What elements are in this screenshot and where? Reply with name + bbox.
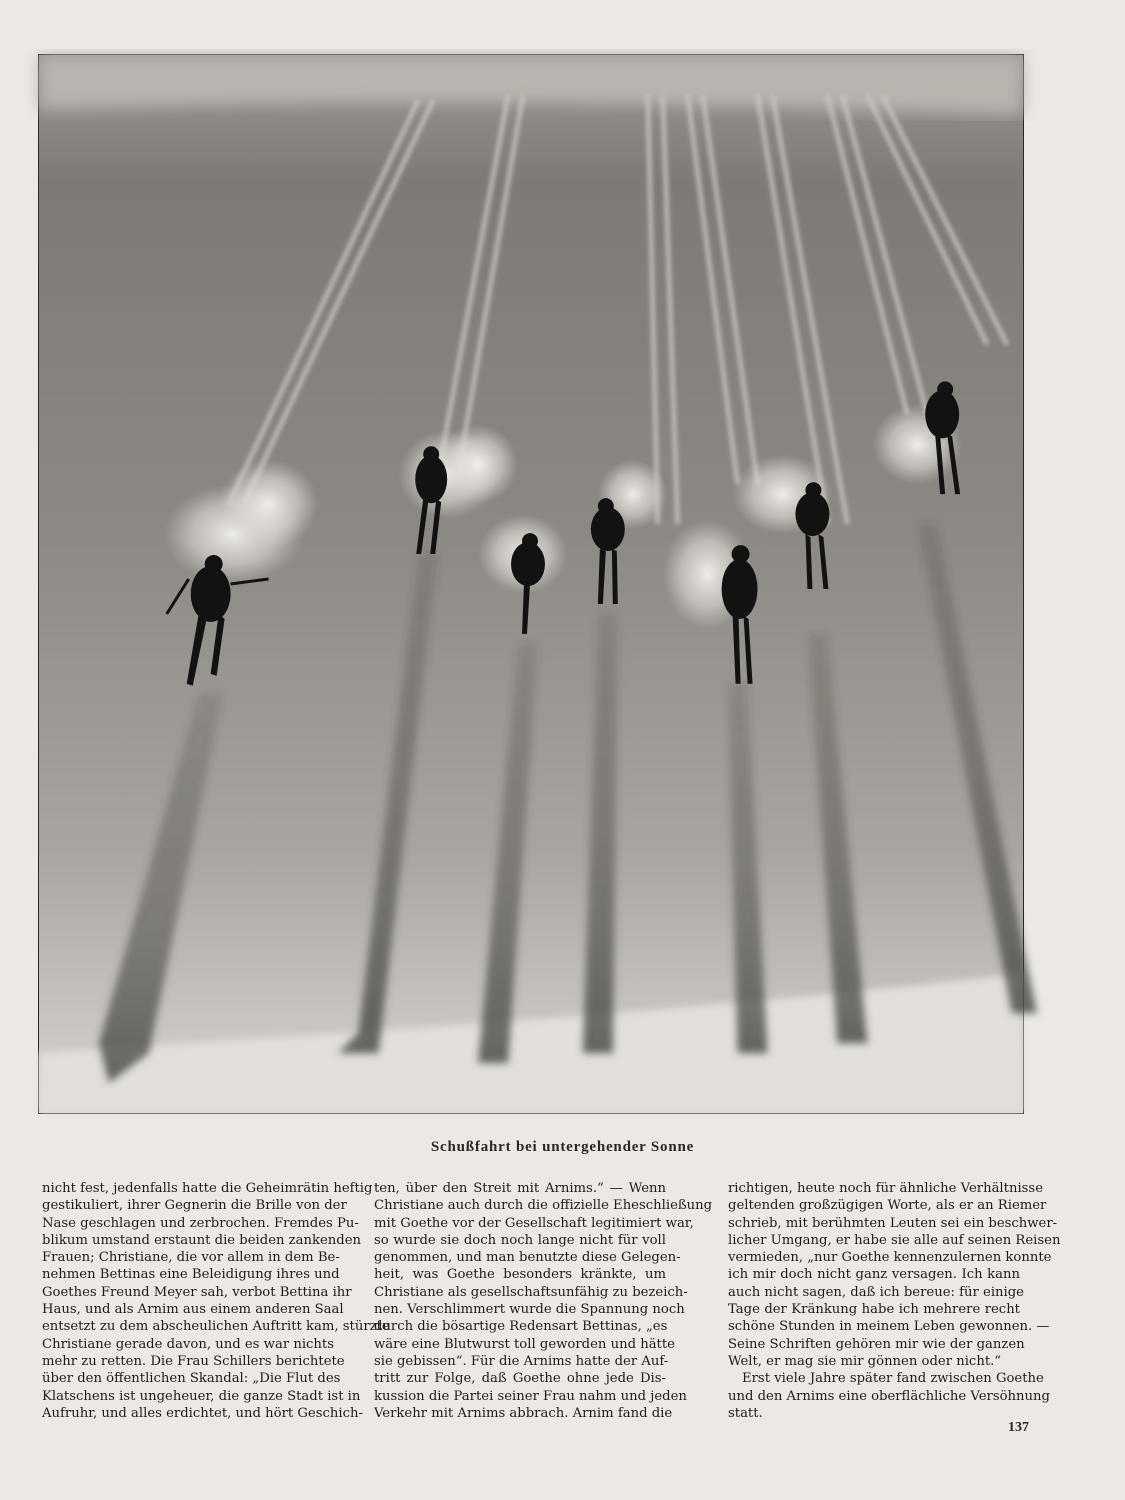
text-line: nen. Verschlimmert wurde die Spannung noch xyxy=(374,1302,685,1318)
text-line: durch die bösartige Redensart Bettinas, „es xyxy=(374,1319,668,1335)
text-line: geltenden großzügigen Worte, als er an Riemer xyxy=(728,1198,1047,1214)
text-line: Verkehr mit Arnims abbrach. Arnim fand die xyxy=(374,1405,673,1421)
text-line: mit Goethe vor der Gesellschaft legitimiert war, xyxy=(374,1215,694,1231)
text-line: nehmen Bettinas eine Beleidigung ihres und xyxy=(42,1267,340,1283)
text-line: mehr zu retten. Die Frau Schillers berichtete xyxy=(42,1353,345,1369)
text-line: licher Umgang, er habe sie alle auf seinen Reisen xyxy=(728,1232,1061,1248)
skiers-photo-image xyxy=(39,55,1023,1113)
text-line: tritt zur Folge, daß Goethe ohne jede Dis- xyxy=(374,1371,666,1387)
text-line: kussion die Partei seiner Frau nahm und jeden xyxy=(374,1388,687,1404)
text-line: Tage der Kränkung habe ich mehrere recht xyxy=(728,1302,1020,1318)
text-line: statt. xyxy=(728,1405,763,1421)
text-line: ten, über den Streit mit Arnims.“ — Wenn xyxy=(374,1181,666,1196)
text-line: Welt, er mag sie mir gönnen oder nicht.“ xyxy=(728,1353,1002,1369)
text-line: genommen, und man benutzte diese Gelegen- xyxy=(374,1250,681,1266)
text-line: Erst viele Jahre später fand zwischen Goethe xyxy=(742,1371,1044,1387)
text-line: schrieb, mit berühmten Leuten sei ein beschwer- xyxy=(728,1215,1058,1231)
text-line: Haus, und als Arnim aus einem anderen Saal xyxy=(42,1302,344,1318)
text-line: Seine Schriften gehören mir wie der ganzen xyxy=(728,1336,1025,1352)
text-line: vermieden, „nur Goethe kennenzulernen konnte xyxy=(728,1250,1052,1266)
text-line: schöne Stunden in meinem Leben gewonnen. — xyxy=(728,1319,1050,1335)
text-line: wäre eine Blutwurst toll geworden und hätte xyxy=(374,1336,675,1352)
text-line: und den Arnims eine oberflächliche Versöhnung xyxy=(728,1388,1050,1404)
text-line: entsetzt zu dem abscheulichen Auftritt kam, stürzte xyxy=(42,1319,390,1335)
text-line: über den öffentlichen Skandal: „Die Flut des xyxy=(42,1371,341,1387)
text-line: auch nicht sagen, daß ich bereue: für einige xyxy=(728,1284,1024,1300)
text-line: Goethes Freund Meyer sah, verbot Bettina ihr xyxy=(42,1284,352,1300)
text-line: richtigen, heute noch für ähnliche Verhältnisse xyxy=(728,1181,1044,1196)
text-line: ich mir doch nicht ganz versagen. Ich kann xyxy=(728,1267,1020,1283)
text-line: blikum umstand erstaunt die beiden zankenden xyxy=(42,1232,362,1248)
photo-caption: Schußfahrt bei untergehender Sonne xyxy=(430,1139,695,1155)
text-line: Nase geschlagen und zerbrochen. Fremdes Pu- xyxy=(42,1215,359,1231)
text-line: sie gebissen“. Für die Arnims hatte der Auf- xyxy=(374,1353,669,1369)
text-line: nicht fest, jedenfalls hatte die Geheimrätin heftig xyxy=(42,1181,373,1196)
text-column-3 xyxy=(728,1180,1061,1422)
text-line: heit, was Goethe besonders kränkte, um xyxy=(374,1267,666,1283)
text-line: gestikuliert, ihrer Gegnerin die Brille von der xyxy=(42,1198,347,1214)
text-line: Christiane als gesellschaftsunfähig zu bezeich- xyxy=(374,1284,688,1300)
text-line: so wurde sie doch noch lange nicht für voll xyxy=(374,1232,666,1248)
text-line: Christiane gerade davon, und es war nichts xyxy=(42,1336,334,1352)
page-number: 137 xyxy=(1008,1420,1029,1435)
text-line: Frauen; Christiane, die vor allem in dem Be- xyxy=(42,1250,340,1266)
text-column-1 xyxy=(42,1180,390,1422)
text-line: Aufruhr, und alles erdichtet, und hört Geschich- xyxy=(42,1405,363,1421)
text-line: Klatschens ist ungeheuer, die ganze Stadt ist in xyxy=(42,1388,361,1404)
text-column-2 xyxy=(374,1180,713,1422)
text-line: Christiane auch durch die offizielle Eheschließung xyxy=(374,1198,713,1214)
skiers-photo xyxy=(38,54,1024,1114)
